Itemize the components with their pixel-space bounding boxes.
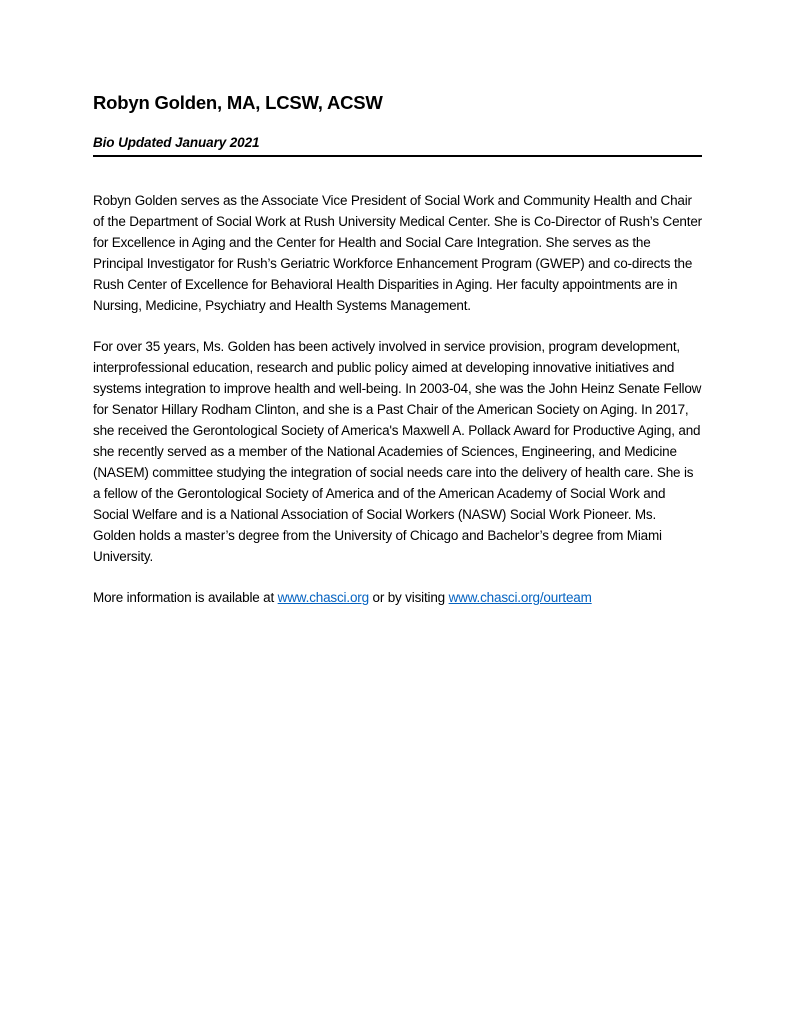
bio-paragraph-1: Robyn Golden serves as the Associate Vice President of Social Work and Community Health and Chair of the Department of Social Work at Rush University Medical Center. She is Co-Director of Rush’s Center for Excellence in Aging and the Center for Health and Social Care Integration. She serves as the Principal Investigator for Rush’s Geriatric Workforce Enhancement Program (GWEP) and co-directs the Rush Center of Excellence for Behavioral Health Disparities in Aging. Her faculty appointments are in Nursing, Medicine, Psychiatry and Health Systems Management. bbox=[93, 193, 702, 313]
more-info-line bbox=[93, 587, 702, 608]
document-title: Robyn Golden, MA, LCSW, ACSW bbox=[93, 92, 383, 113]
chasci-ourteam-link[interactable]: www.chasci.org/ourteam bbox=[448, 590, 592, 605]
chasci-org-link[interactable]: www.chasci.org bbox=[277, 590, 369, 605]
bio-paragraph-2: For over 35 years, Ms. Golden has been actively involved in service provision, program development, interprofessional education, research and public policy aimed at developing innovative initiatives and systems integration to improve health and well-being. In 2003-04, she was the John Heinz Senate Fellow for Senator Hillary Rodham Clinton, and she is a Past Chair of the American Society on Aging. In 2017, she received the Gerontological Society of America's Maxwell A. Pollack Award for Productive Aging, and she recently served as a member of the National Academies of Sciences, Engineering, and Medicine (NASEM) committee studying the integration of social needs care into the delivery of health care. She is a fellow of the Gerontological Society of America and of the American Academy of Social Work and Social Welfare and is a National Association of Social Workers (NASW) Social Work Pioneer. Ms. Golden holds a master’s degree from the University of Chicago and Bachelor’s degree from Miami University. bbox=[93, 339, 702, 564]
more-info-middle: or by visiting bbox=[368, 590, 449, 605]
document-subtitle: Bio Updated January 2021 bbox=[93, 135, 260, 150]
more-info-prefix: More information is available at bbox=[93, 590, 278, 605]
subtitle-divider-block bbox=[93, 134, 702, 157]
